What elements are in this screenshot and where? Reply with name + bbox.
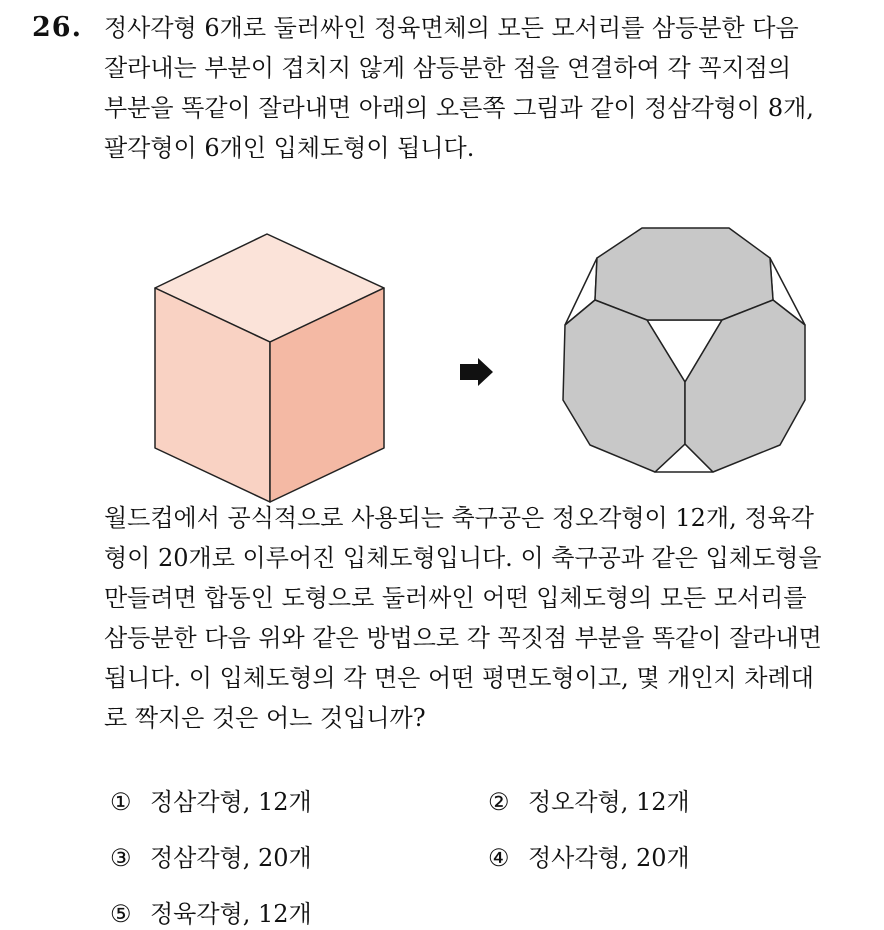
octagon-face bbox=[595, 228, 773, 320]
choice-text: 정삼각형, 12개 bbox=[150, 788, 312, 816]
choice-marker: ② bbox=[488, 788, 510, 816]
choice-marker: ⑤ bbox=[110, 900, 132, 928]
choice-1[interactable] bbox=[110, 786, 312, 818]
right-arrow-icon bbox=[460, 358, 493, 386]
choice-marker: ③ bbox=[110, 844, 132, 872]
body-line: 됩니다. 이 입체도형의 각 면은 어떤 평면도형이고, 몇 개인지 차례대 bbox=[104, 664, 814, 692]
choice-3[interactable] bbox=[110, 842, 312, 874]
triangle-face bbox=[565, 258, 597, 325]
choice-2[interactable] bbox=[488, 786, 690, 818]
intro-line: 팔각형이 6개인 입체도형이 됩니다. bbox=[104, 134, 475, 162]
choice-4[interactable] bbox=[488, 842, 690, 874]
choice-5[interactable] bbox=[110, 898, 312, 930]
body-line: 만들려면 합동인 도형으로 둘러싸인 어떤 입체도형의 모든 모서리를 bbox=[104, 584, 807, 612]
question-number: 26. bbox=[32, 12, 82, 43]
choice-marker: ④ bbox=[488, 844, 510, 872]
body-line: 삼등분한 다음 위와 같은 방법으로 각 꼭짓점 부분을 똑같이 잘라내면 bbox=[104, 624, 822, 652]
choice-marker: ① bbox=[110, 788, 132, 816]
choice-text: 정삼각형, 20개 bbox=[150, 844, 312, 872]
choice-text: 정육각형, 12개 bbox=[150, 900, 312, 928]
octagon-face bbox=[685, 300, 805, 472]
cube-figure bbox=[155, 234, 384, 502]
body-line: 형이 20개로 이루어진 입체도형입니다. 이 축구공과 같은 입체도형을 bbox=[104, 544, 822, 572]
question-intro bbox=[104, 8, 864, 168]
cube-top-face bbox=[155, 234, 384, 342]
triangle-face bbox=[647, 320, 722, 382]
intro-line: 잘라내는 부분이 겹치지 않게 삼등분한 점을 연결하여 각 꼭지점의 bbox=[104, 54, 791, 82]
triangle-face bbox=[655, 444, 713, 472]
triangle-face bbox=[770, 258, 805, 325]
truncated-cube-figure bbox=[563, 228, 805, 472]
octagon-face bbox=[563, 300, 685, 472]
intro-line: 부분을 똑같이 잘라내면 아래의 오른쪽 그림과 같이 정삼각형이 8개, bbox=[104, 94, 814, 122]
body-line: 월드컵에서 공식적으로 사용되는 축구공은 정오각형이 12개, 정육각 bbox=[104, 504, 814, 532]
intro-line: 정사각형 6개로 둘러싸인 정육면체의 모든 모서리를 삼등분한 다음 bbox=[104, 14, 799, 42]
cube-left-face bbox=[155, 288, 270, 502]
choice-text: 정사각형, 20개 bbox=[528, 844, 690, 872]
question-body bbox=[104, 498, 864, 738]
choice-text: 정오각형, 12개 bbox=[528, 788, 690, 816]
cube-right-face bbox=[270, 288, 384, 502]
body-line: 로 짝지은 것은 어느 것입니까? bbox=[104, 704, 426, 732]
